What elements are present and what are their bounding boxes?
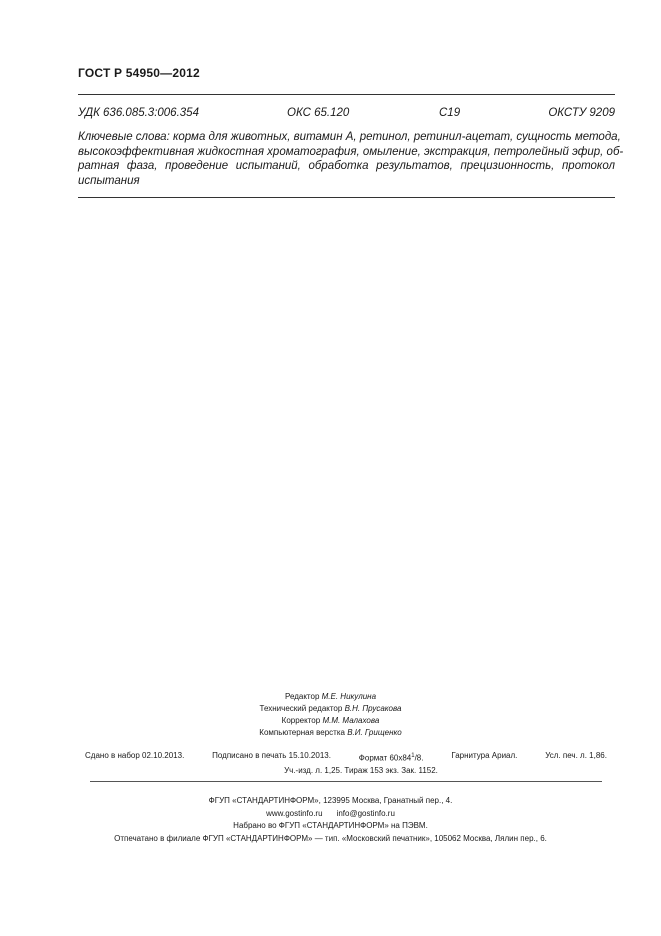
typeset-note: Набрано во ФГУП «СТАНДАРТИНФОРМ» на ПЭВМ. xyxy=(233,821,428,830)
imprint-line-2: Уч.-изд. л. 1,25. Тираж 153 экз. Зак. 1152. xyxy=(284,765,438,775)
group-code: С19 xyxy=(439,107,461,119)
keywords-line: ратная фаза, проведение испытаний, обработка результатов, прецизионность, протокол xyxy=(78,160,615,172)
publisher-block xyxy=(0,795,661,845)
udk-code: УДК 636.085.3:006.354 xyxy=(78,107,199,119)
publisher-address: ФГУП «СТАНДАРТИНФОРМ», 123995 Москва, Гранатный пер., 4. xyxy=(208,796,453,805)
oks-code: ОКС 65.120 xyxy=(287,107,350,119)
print-sheets: Усл. печ. л. 1,86. xyxy=(545,751,607,760)
top-divider xyxy=(78,94,615,95)
okstu-code: ОКСТУ 9209 xyxy=(548,107,615,119)
submitted-date: Сдано в набор 02.10.2013. xyxy=(85,751,185,760)
typeface: Гарнитура Ариал. xyxy=(451,751,518,760)
credits-block xyxy=(0,691,661,739)
printed-note: Отпечатано в филиале ФГУП «СТАНДАРТИНФОРМ» — тип. «Московский печатник», 105062 Москва, Лялин пер., 6. xyxy=(114,833,547,843)
paper-format: Формат $60х84^1/8$. xyxy=(358,753,424,763)
signed-date: Подписано в печать 15.10.2013. xyxy=(212,751,331,760)
tech-editor-line: Технический редактор В.Н. Прусакова xyxy=(259,704,402,713)
keywords-block xyxy=(78,130,624,188)
imprint-block xyxy=(85,750,607,777)
imprint-line xyxy=(85,750,607,765)
imprint-divider xyxy=(90,781,602,782)
keywords-line: испытания xyxy=(78,174,140,187)
keywords-divider xyxy=(78,197,615,198)
standard-code: ГОСТ Р 54950—2012 xyxy=(78,66,200,80)
keywords-line: Ключевые слова: корма для животных, витамин А, ретинол, ретинил-ацетат, сущность метода, xyxy=(78,131,621,143)
corrector-line: Корректор М.М. Малахова xyxy=(281,716,380,725)
publisher-contacts xyxy=(0,808,661,821)
email-link[interactable]: info@gostinfo.ru xyxy=(336,808,395,818)
website-link[interactable]: www.gostinfo.ru xyxy=(266,808,323,818)
editor-line: Редактор М.Е. Никулина xyxy=(284,692,377,701)
keywords-line: высокоэффективная жидкостная хроматография, омыление, экстракция, петролейный эфир, об- xyxy=(78,145,624,158)
layout-line: Компьютерная верстка В.И. Грищенко xyxy=(259,728,402,737)
